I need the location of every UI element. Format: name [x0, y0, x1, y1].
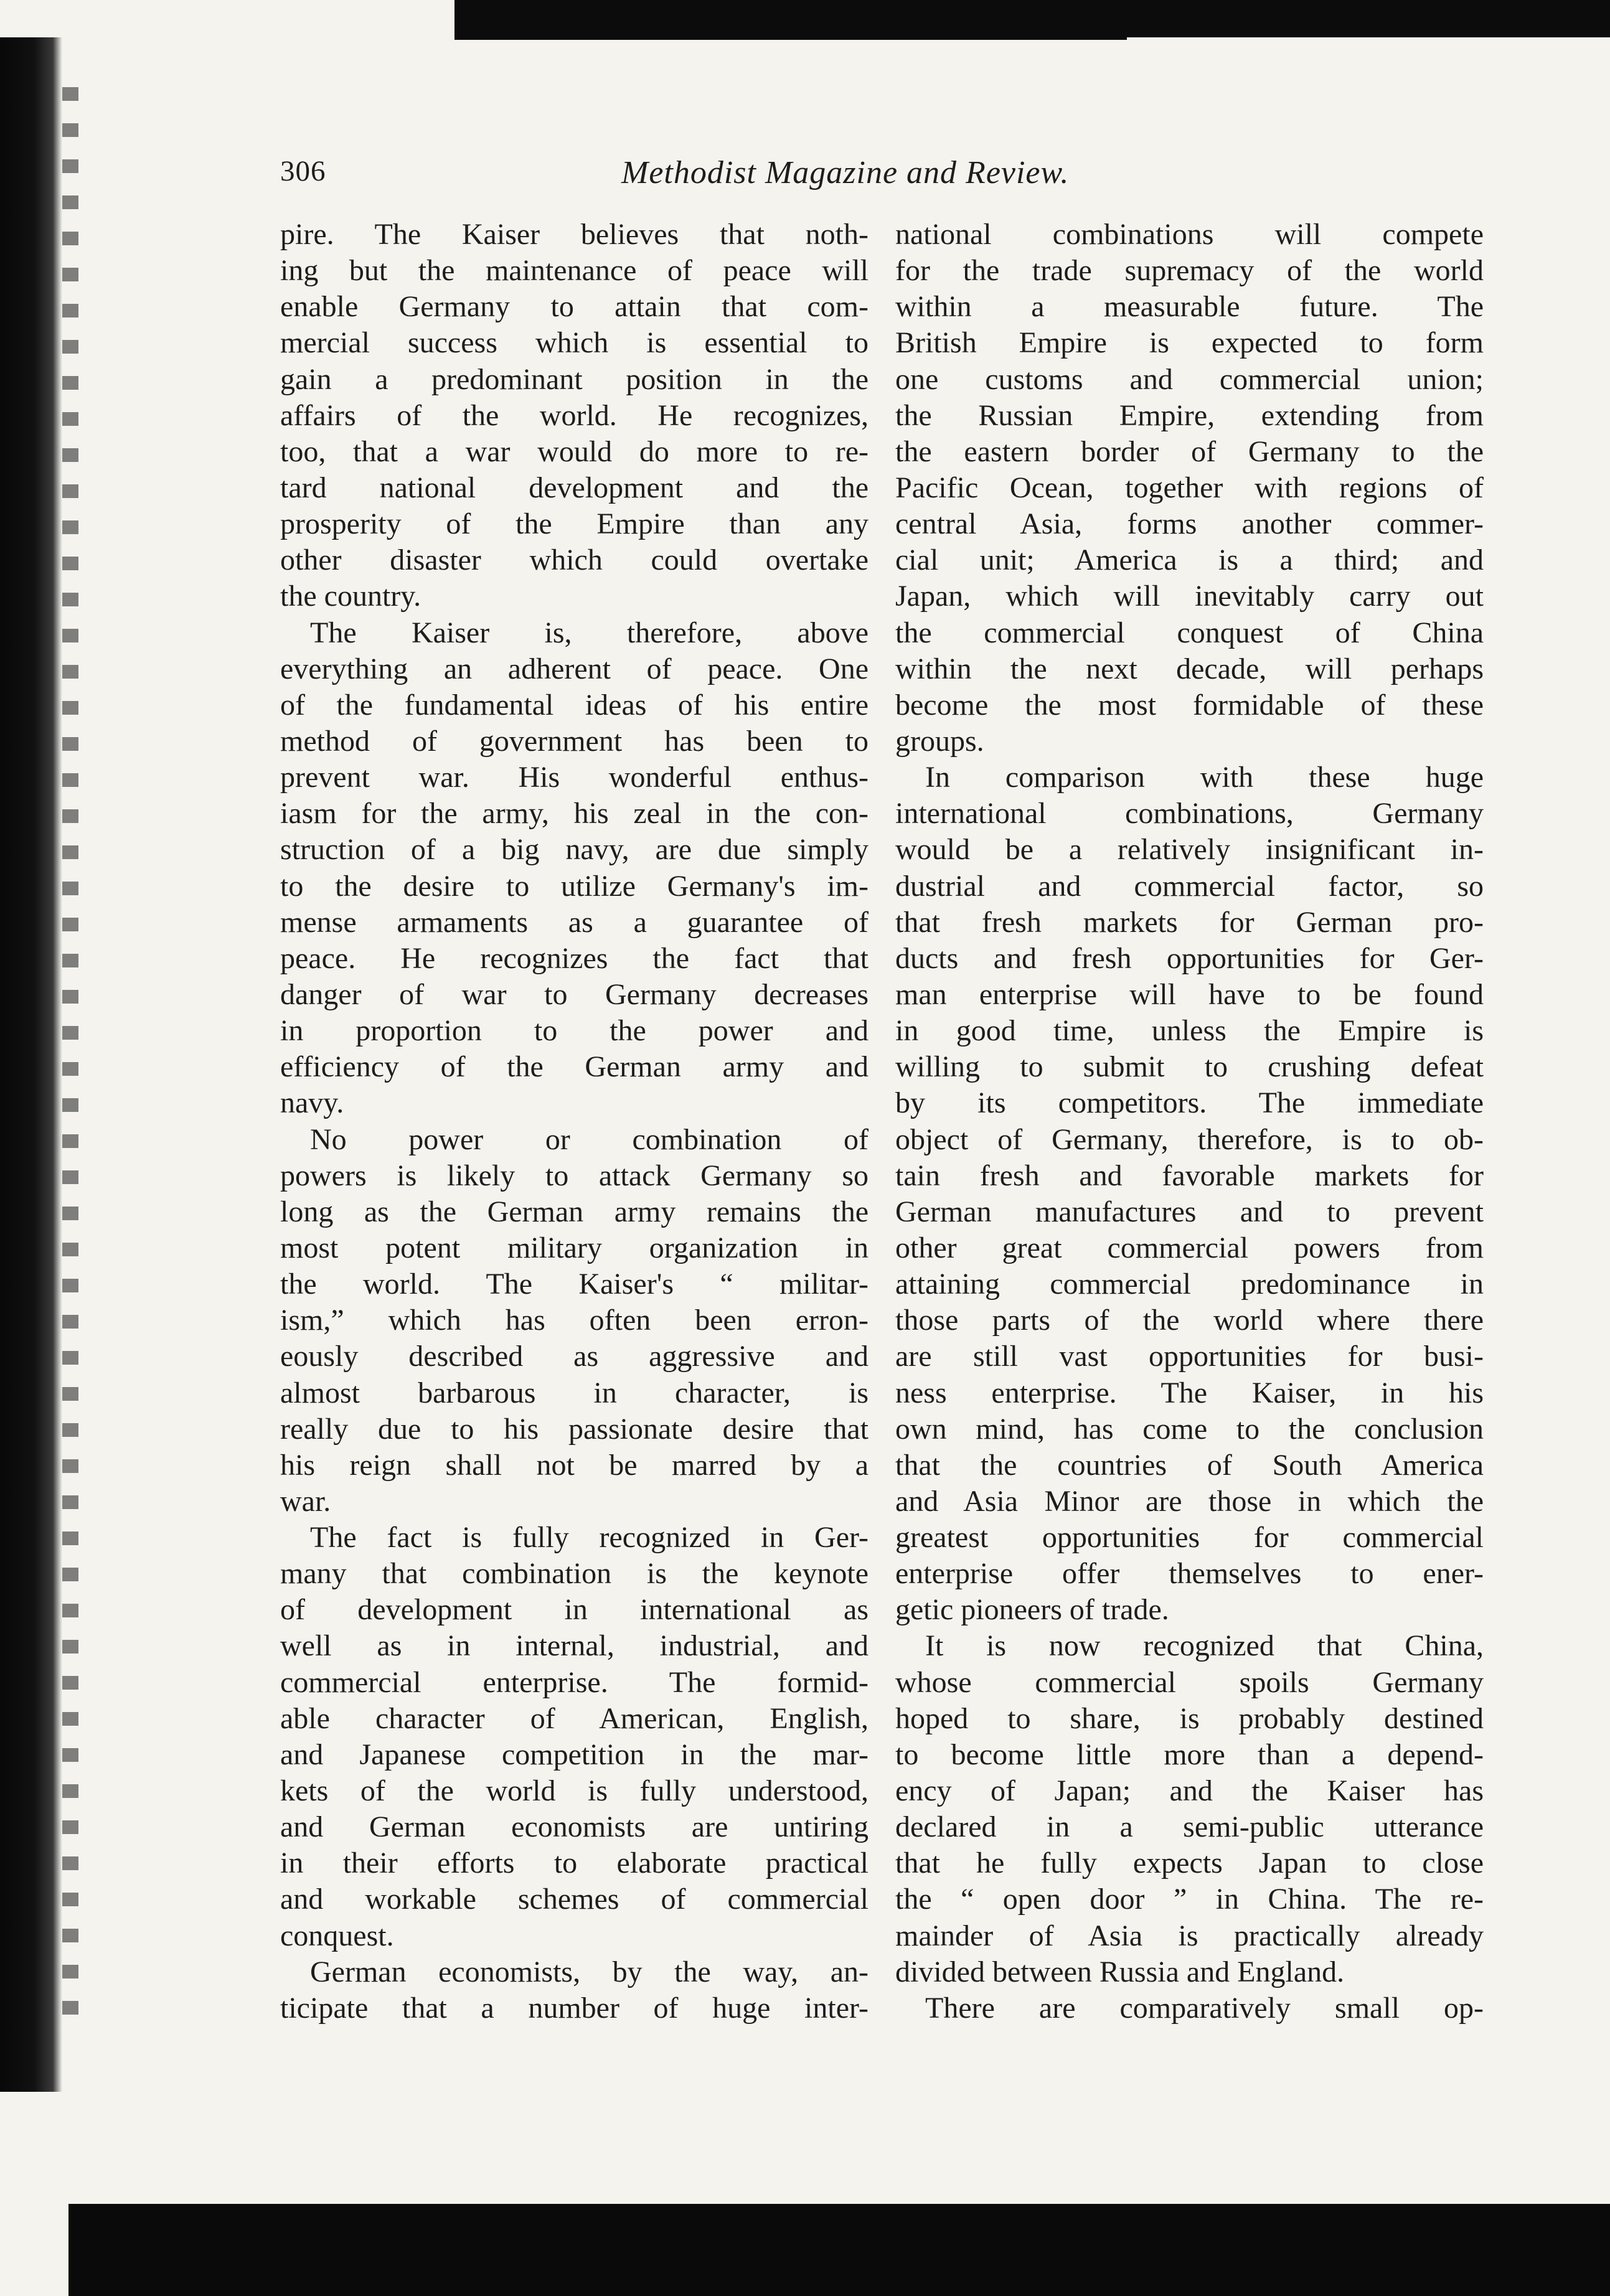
text-line: and Asia Minor are those in which the	[895, 1484, 1484, 1518]
text-line: There are comparatively small op-	[925, 1991, 1484, 2025]
top-rule-line	[454, 36, 1127, 40]
text-column-right	[895, 217, 1484, 2026]
text-line: mainder of Asia is practically already	[895, 1919, 1484, 1952]
text-line: willing to submit to crushing defeat	[895, 1050, 1484, 1084]
text-line: affairs of the world. He recognizes,	[280, 398, 869, 432]
text-line: in proportion to the power and	[280, 1014, 869, 1048]
text-line: No power or combination of	[310, 1122, 869, 1156]
text-line: many that combination is the keynote	[280, 1557, 869, 1591]
text-line: of development in international as	[280, 1593, 869, 1627]
text-line: of the fundamental ideas of his entire	[280, 688, 869, 722]
text-line: his reign shall not be marred by a	[280, 1448, 869, 1482]
text-line: groups.	[895, 724, 984, 758]
text-line: mense armaments as a guarantee of	[280, 905, 869, 939]
text-line: that fresh markets for German pro-	[895, 905, 1484, 939]
text-line: method of government has been to	[280, 724, 869, 758]
text-line: one customs and commercial union;	[895, 362, 1484, 396]
text-line: The fact is fully recognized in Ger-	[310, 1521, 869, 1555]
text-line: national combinations will compete	[895, 218, 1484, 251]
text-line: and German economists are untiring	[280, 1810, 869, 1844]
text-line: too, that a war would do more to re-	[280, 435, 869, 468]
text-line: in good time, unless the Empire is	[895, 1014, 1484, 1048]
text-line: ing but the maintenance of peace will	[280, 254, 869, 288]
text-line: within a measurable future. The	[895, 290, 1484, 324]
text-line: danger of war to Germany decreases	[280, 977, 869, 1011]
text-line: the “ open door ” in China. The re-	[895, 1883, 1484, 1916]
text-line: prevent war. His wonderful enthus-	[280, 761, 869, 794]
text-line: It is now recognized that China,	[925, 1629, 1484, 1663]
text-line: The Kaiser is, therefore, above	[310, 616, 869, 649]
text-line: German economists, by the way, an-	[310, 1955, 869, 1988]
text-line: the eastern border of Germany to the	[895, 435, 1484, 468]
text-line: the world. The Kaiser's “ militar-	[280, 1268, 869, 1301]
text-line: Pacific Ocean, together with regions of	[895, 471, 1484, 504]
text-line: that he fully expects Japan to close	[895, 1847, 1484, 1880]
top-scan-border	[454, 0, 1610, 37]
text-line: struction of a big navy, are due simply	[280, 833, 869, 867]
text-line: own mind, has come to the conclusion	[895, 1412, 1484, 1446]
text-line: pire. The Kaiser believes that noth-	[280, 218, 869, 251]
text-line: by its competitors. The immediate	[895, 1086, 1484, 1120]
text-line: prosperity of the Empire than any	[280, 507, 869, 541]
text-line: in their efforts to elaborate practical	[280, 1847, 869, 1880]
text-line: war.	[280, 1484, 331, 1518]
text-line: hoped to share, is probably destined	[895, 1701, 1484, 1735]
text-line: enterprise offer themselves to ener-	[895, 1557, 1484, 1591]
text-line: ency of Japan; and the Kaiser has	[895, 1774, 1484, 1808]
text-line: German manufactures and to prevent	[895, 1195, 1484, 1228]
text-line: and workable schemes of commercial	[280, 1883, 869, 1916]
text-line: conquest.	[280, 1919, 394, 1952]
text-line: greatest opportunities for commercial	[895, 1521, 1484, 1555]
text-line: commercial enterprise. The formid-	[280, 1665, 869, 1699]
text-line: are still vast opportunities for busi-	[895, 1340, 1484, 1373]
text-line: Japan, which will inevitably carry out	[895, 580, 1484, 613]
text-column-left	[280, 217, 869, 2026]
page-number: 306	[280, 155, 326, 187]
text-line: and Japanese competition in the mar-	[280, 1738, 869, 1771]
text-line: within the next decade, will perhaps	[895, 652, 1484, 685]
text-line: efficiency of the German army and	[280, 1050, 869, 1084]
text-line: most potent military organization in	[280, 1231, 869, 1264]
text-line: ducts and fresh opportunities for Ger-	[895, 941, 1484, 975]
text-line: attaining commercial predominance in	[895, 1268, 1484, 1301]
text-line: the country.	[280, 580, 421, 613]
text-line: that the countries of South America	[895, 1448, 1484, 1482]
text-line: central Asia, forms another commer-	[895, 507, 1484, 541]
text-line: really due to his passionate desire that	[280, 1412, 869, 1446]
text-line: ism,” which has often been erron-	[280, 1304, 869, 1337]
text-line: tard national development and the	[280, 471, 869, 504]
text-line: tain fresh and favorable markets for	[895, 1159, 1484, 1192]
text-line: cial unit; America is a third; and	[895, 543, 1484, 577]
text-line: for the trade supremacy of the world	[895, 254, 1484, 288]
text-line: international combinations, Germany	[895, 797, 1484, 830]
text-line: those parts of the world where there	[895, 1304, 1484, 1337]
text-line: would be a relatively insignificant in-	[895, 833, 1484, 867]
text-line: ticipate that a number of huge inter-	[280, 1991, 869, 2025]
text-line: mercial success which is essential to	[280, 326, 869, 360]
text-line: the commercial conquest of China	[895, 616, 1484, 649]
text-line: everything an adherent of peace. One	[280, 652, 869, 685]
left-binding-shadow	[62, 87, 78, 2017]
text-line: able character of American, English,	[280, 1701, 869, 1735]
text-line: object of Germany, therefore, is to ob-	[895, 1122, 1484, 1156]
text-line: British Empire is expected to form	[895, 326, 1484, 360]
text-line: ness enterprise. The Kaiser, in his	[895, 1376, 1484, 1409]
text-line: peace. He recognizes the fact that	[280, 941, 869, 975]
text-line: long as the German army remains the	[280, 1195, 869, 1228]
bottom-scan-border	[68, 2204, 1610, 2296]
text-line: kets of the world is fully understood,	[280, 1774, 869, 1808]
text-line: become the most formidable of these	[895, 688, 1484, 722]
text-line: man enterprise will have to be found	[895, 977, 1484, 1011]
text-line: In comparison with these huge	[925, 761, 1484, 794]
text-line: gain a predominant position in the	[280, 362, 869, 396]
text-line: powers is likely to attack Germany so	[280, 1159, 869, 1192]
text-line: the Russian Empire, extending from	[895, 398, 1484, 432]
text-line: almost barbarous in character, is	[280, 1376, 869, 1409]
text-line: other great commercial powers from	[895, 1231, 1484, 1264]
text-line: divided between Russia and England.	[895, 1955, 1345, 1988]
running-head	[280, 154, 1202, 198]
text-line: other disaster which could overtake	[280, 543, 869, 577]
text-line: enable Germany to attain that com-	[280, 290, 869, 324]
text-line: getic pioneers of trade.	[895, 1593, 1169, 1627]
text-line: well as in internal, industrial, and	[280, 1629, 869, 1663]
text-line: iasm for the army, his zeal in the con-	[280, 797, 869, 830]
left-binding-edge	[0, 37, 62, 2092]
text-line: navy.	[280, 1086, 344, 1120]
text-line: eously described as aggressive and	[280, 1340, 869, 1373]
text-line: to the desire to utilize Germany's im-	[280, 869, 869, 903]
journal-title: Methodist Magazine and Review.	[621, 155, 1070, 191]
text-line: whose commercial spoils Germany	[895, 1665, 1484, 1699]
text-line: dustrial and commercial factor, so	[895, 869, 1484, 903]
text-line: declared in a semi-public utterance	[895, 1810, 1484, 1844]
text-line: to become little more than a depend-	[895, 1738, 1484, 1771]
